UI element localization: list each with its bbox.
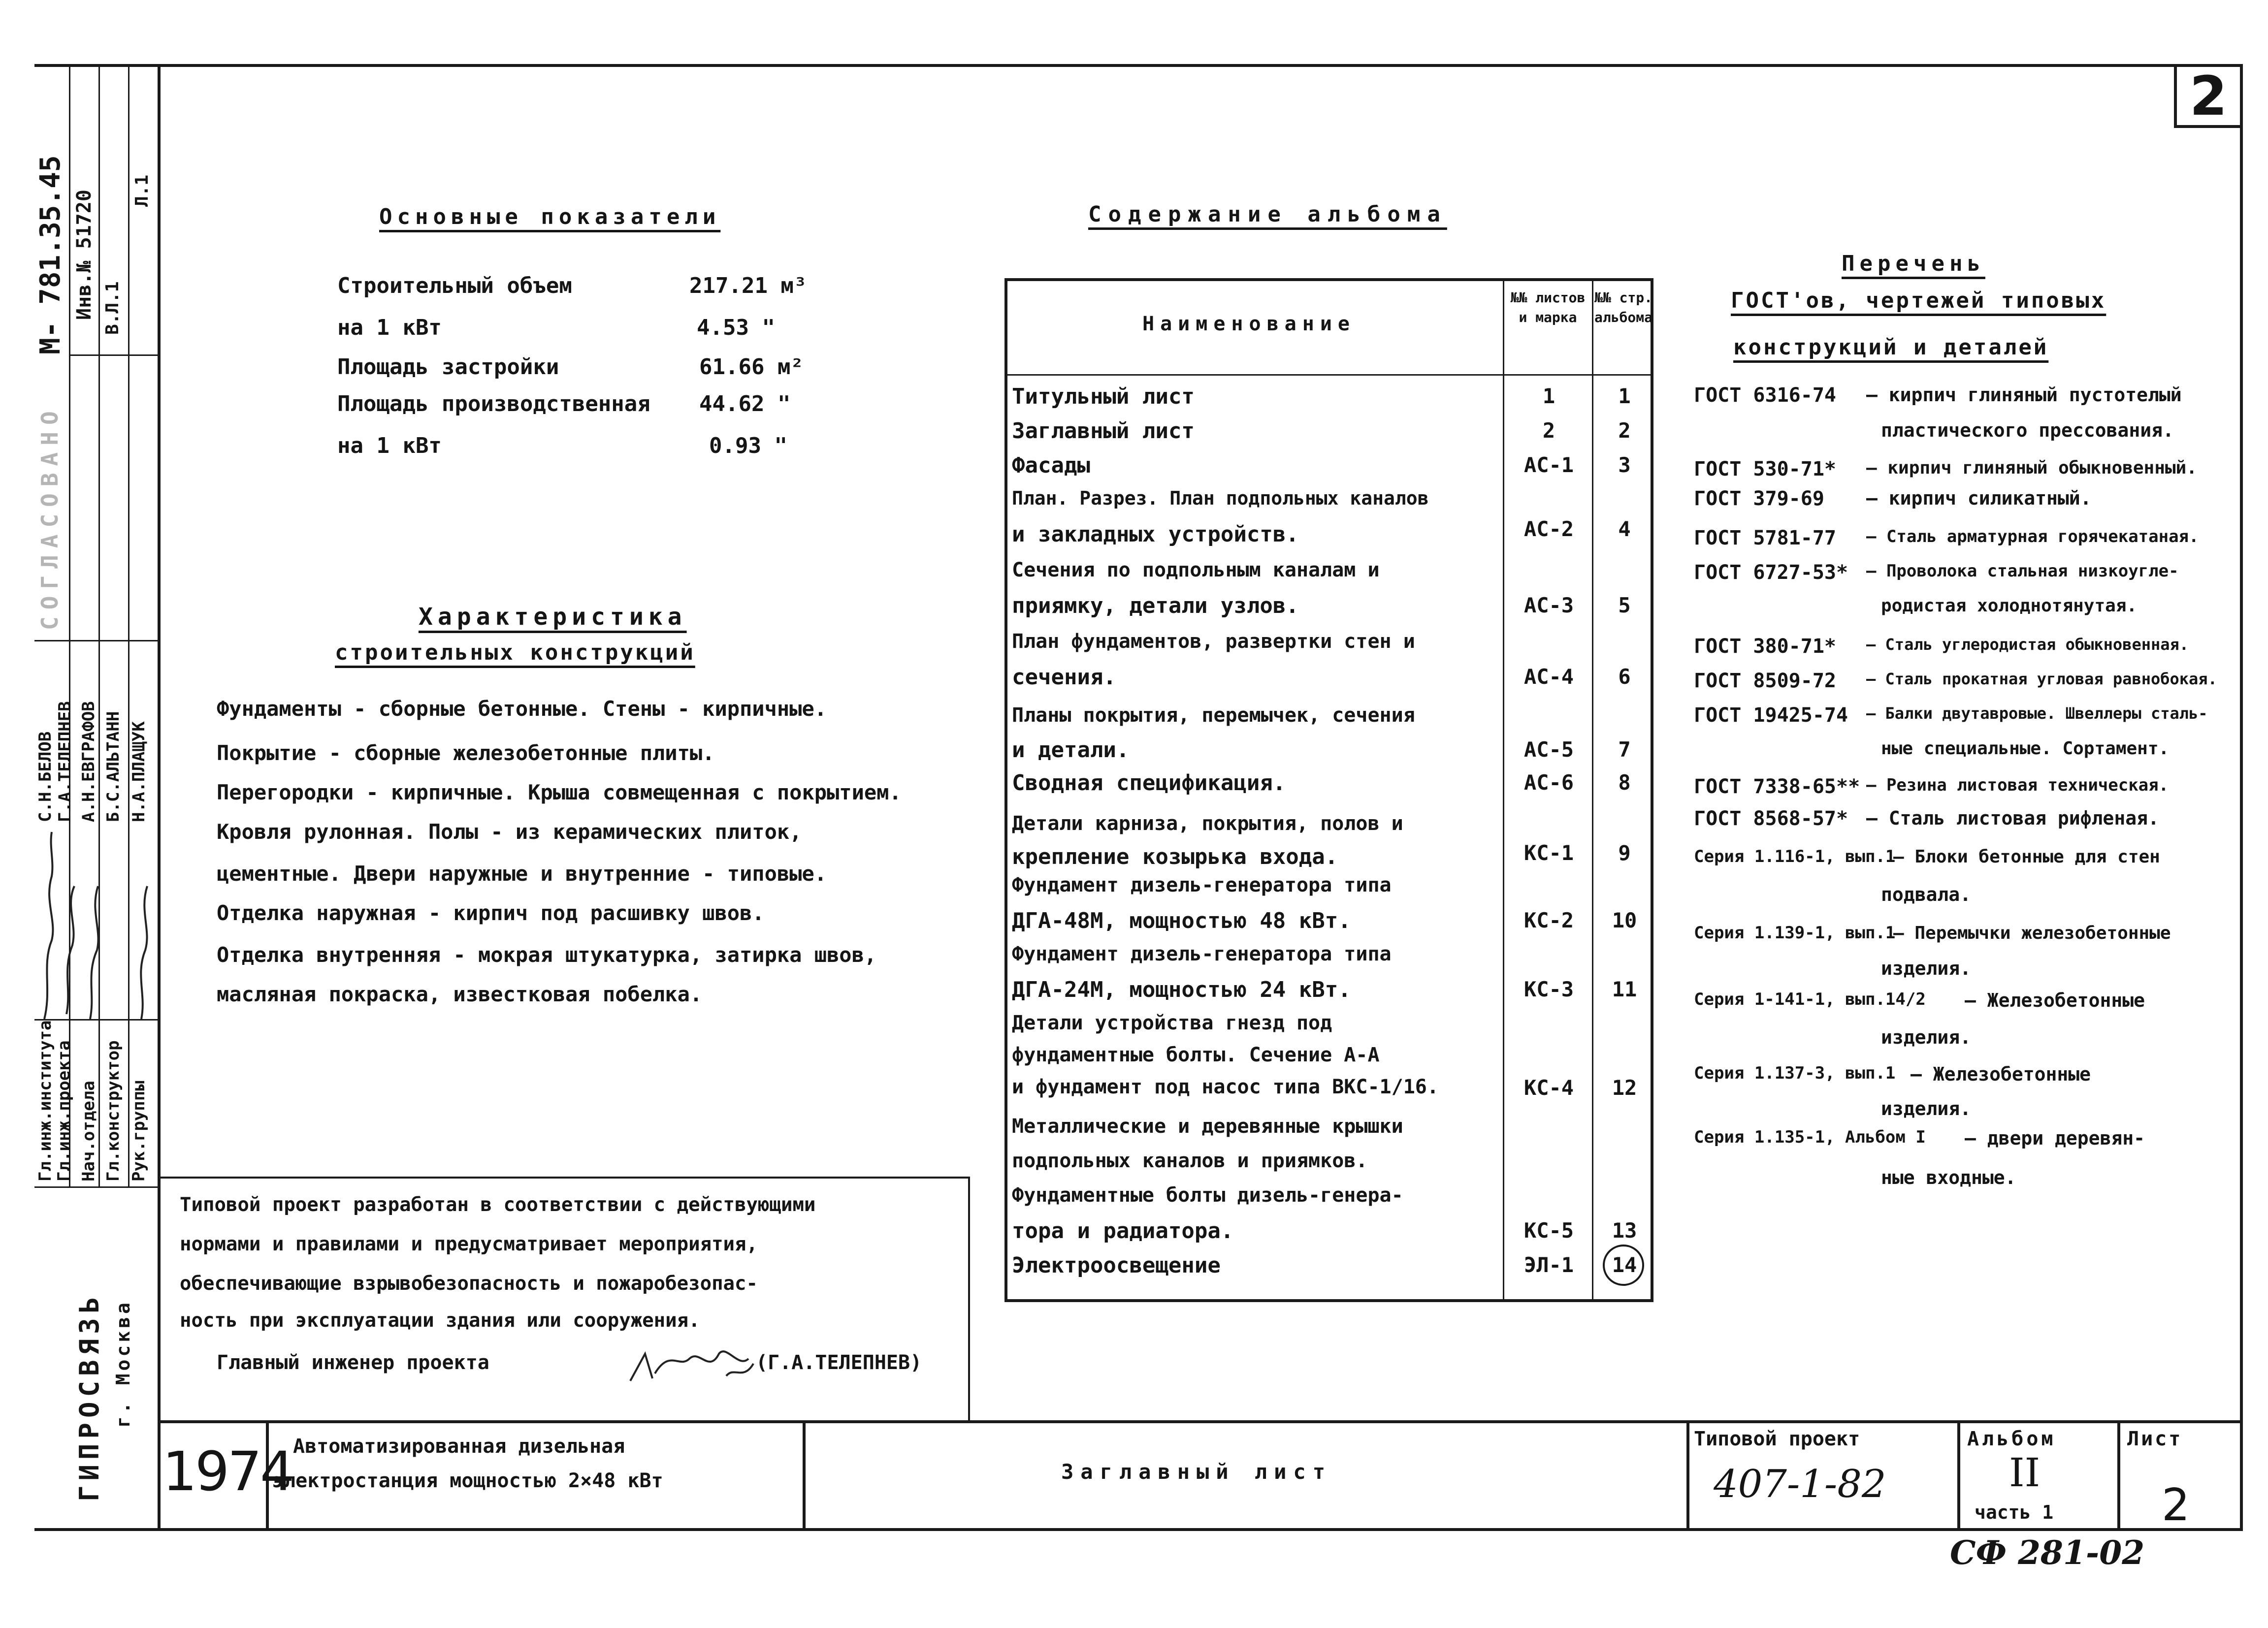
gost-desc: изделия. [1881, 1026, 1972, 1048]
gost-code: ГОСТ 6316-74 [1694, 384, 1836, 407]
contents-row-page: 12 [1612, 1076, 1637, 1100]
frame-top [34, 64, 2243, 67]
gost-code: Серия 1-141-1, вып.14/2 [1694, 990, 1926, 1009]
contents-row-mark: АС-6 [1523, 770, 1574, 795]
stamp-org: ГИПРОСВЯЗЬ [74, 1292, 105, 1501]
contents-row-name: крепление козырька входа. [1012, 844, 1338, 869]
contents-row-page: 14 [1612, 1253, 1637, 1277]
contents-row-mark: АС-1 [1523, 453, 1574, 477]
gost-desc: подвала. [1881, 884, 1972, 905]
titleblock-div-2 [803, 1420, 806, 1531]
titleblock-div-3 [1686, 1420, 1689, 1531]
indicator-value: 44.62 " [699, 391, 791, 416]
indicator-label: на 1 кВт [337, 315, 442, 340]
contents-row-name: Сводная спецификация. [1012, 770, 1286, 796]
stamp-row-line-1 [69, 354, 158, 356]
contents-header-mark: №№ листов и марка [1510, 289, 1586, 325]
stamp-code: М- 781.35.45 [34, 155, 66, 354]
contents-row-name: и детали. [1012, 737, 1130, 763]
contents-row-name: Планы покрытия, перемычек, сечения [1012, 704, 1415, 727]
page-circle-mark [1603, 1245, 1644, 1286]
titleblock-div-5 [2117, 1420, 2120, 1531]
chief-engineer-label: Главный инженер проекта [217, 1351, 489, 1374]
contents-row-mark: КС-4 [1523, 1076, 1574, 1100]
gost-code: Серия 1.139-1, вып.1 [1694, 923, 1896, 943]
contents-row-name: План фундаментов, развертки стен и [1012, 630, 1415, 653]
titleblock-div-4 [1957, 1420, 1960, 1531]
contents-title: Содержание альбома [1088, 202, 1447, 227]
titleblock-sheet-label: Лист [2127, 1428, 2183, 1450]
gost-desc: – Резина листовая техническая. [1866, 775, 2169, 795]
gost-desc: ные специальные. Сортамент. [1881, 738, 2170, 759]
titleblock-year: 1974 [162, 1440, 292, 1503]
stamp-role-3: Нач.отдела [79, 1081, 98, 1181]
gost-code: ГОСТ 7338-65** [1694, 775, 1860, 798]
contents-row-name: приямку, детали узлов. [1012, 593, 1299, 618]
note-line: обеспечивающие взрывобезопасность и пожаробезопас- [180, 1273, 758, 1295]
gost-title-1: Перечень [1842, 251, 1985, 276]
contents-row-name: Электроосвещение [1012, 1253, 1221, 1278]
titleblock-sheet-name: Заглавный лист [1061, 1460, 1332, 1484]
contents-row-mark: КС-2 [1523, 908, 1574, 932]
titleblock-project-name: Автоматизированная дизельная [293, 1435, 625, 1458]
gost-desc: – Железобетонные [1965, 990, 2145, 1011]
gost-desc: изделия. [1881, 1098, 1972, 1119]
contents-row-mark: 1 [1542, 384, 1555, 408]
titleblock-top [158, 1420, 2243, 1423]
stamp-approved-faded: СОГЛАСОВАНО [36, 404, 63, 630]
contents-row-mark: КС-3 [1523, 977, 1574, 1001]
characteristics-line: Отделка внутренняя - мокрая штукатурка, затирка швов, [217, 943, 877, 967]
gost-desc: – двери деревян- [1965, 1127, 2145, 1149]
gost-desc: пластического прессования. [1881, 419, 2174, 441]
titleblock-album-label: Альбом [1967, 1428, 2056, 1450]
gost-desc: – Блоки бетонные для стен [1893, 847, 2160, 867]
contents-row-name: тора и радиатора. [1012, 1218, 1234, 1244]
contents-row-mark: АС-5 [1523, 737, 1574, 762]
gost-code: ГОСТ 380-71* [1694, 635, 1836, 658]
indicators-title: Основные показатели [379, 204, 721, 229]
contents-header-name: Наименование [1142, 313, 1356, 335]
gost-desc: – Сталь листовая рифленая. [1866, 807, 2159, 829]
gost-code: ГОСТ 530-71* [1694, 458, 1836, 480]
stamp-role-2: Гл.инж.проекта [54, 1040, 74, 1181]
stamp-row-line-4 [34, 1186, 158, 1188]
contents-col-line-2 [1592, 278, 1593, 1302]
note-line: нормами и правилами и предусматривает мероприятия, [180, 1233, 758, 1255]
indicator-value: 61.66 м² [699, 354, 804, 380]
contents-row-name: Фасады [1012, 453, 1090, 478]
sheet-badge [2174, 64, 2243, 128]
gost-title-2: ГОСТ'ов, чертежей типовых [1731, 288, 2106, 313]
stamp-name-5: Н.А.ПЛАЩУК [129, 721, 149, 822]
contents-row-page: 11 [1612, 977, 1637, 1001]
stamp-role-5: Рук.группы [129, 1081, 149, 1181]
characteristics-line: Фундаменты - сборные бетонные. Стены - кирпичные. [217, 697, 827, 721]
contents-row-name: Детали устройства гнезд под [1012, 1012, 1332, 1034]
note-line: ность при эксплуатации здания или сооружения. [180, 1309, 700, 1332]
indicator-label: Площадь производственная [337, 391, 650, 416]
gost-code: Серия 1.135-1, Альбом I [1694, 1127, 1926, 1147]
gost-desc: – Перемычки железобетонные [1893, 923, 2171, 943]
stamp-name-1: С.Н.БЕЛОВ [35, 731, 55, 822]
stamp-inv: Инв.№ 51720 [73, 190, 96, 320]
characteristics-line: масляная покраска, известковая побелка. [217, 982, 703, 1006]
contents-row-name: сечения. [1012, 665, 1116, 690]
contents-row-name: Фундамент дизель-генератора типа [1012, 943, 1392, 965]
contents-row-name: фундаментные болты. Сечение А-А [1012, 1044, 1380, 1066]
indicator-label: на 1 кВт [337, 433, 442, 458]
titleblock-part-label: часть 1 [1975, 1501, 2054, 1523]
contents-row-page: 3 [1618, 453, 1631, 477]
gost-code: ГОСТ 8509-72 [1694, 670, 1836, 692]
note-line: Типовой проект разработан в соответствии с действующими [180, 1194, 816, 1216]
indicator-value: 217.21 м³ [689, 273, 807, 298]
titleblock-album-value: II [2009, 1450, 2041, 1496]
contents-row-name: Заглавный лист [1012, 418, 1195, 444]
stamp-city: г. Москва [112, 1300, 134, 1428]
frame-right [2240, 64, 2243, 1531]
contents-header-page: №№ стр. альбома [1594, 289, 1653, 325]
stamp-name-4: Б.С.АЛЬТАНН [103, 711, 123, 822]
frame-bottom [34, 1528, 2243, 1531]
indicator-label: Площадь застройки [337, 354, 559, 380]
gost-desc: – Балки двутавровые. Швеллеры сталь- [1866, 704, 2208, 723]
contents-row-name: Фундамент дизель-генератора типа [1012, 874, 1392, 896]
contents-row-mark: 2 [1542, 418, 1555, 443]
contents-row-name: подпольных каналов и приямков. [1012, 1149, 1368, 1172]
gost-desc: – Сталь арматурная горячекатаная. [1866, 527, 2199, 546]
stamp-ver1: В.Л.1 [102, 281, 123, 335]
contents-row-name: Детали карниза, покрытия, полов и [1012, 812, 1403, 835]
contents-col-line-1 [1503, 278, 1504, 1302]
stamp-ver2: Л.1 [132, 174, 152, 207]
contents-row-page: 9 [1618, 841, 1631, 865]
contents-row-name: Сечения по подпольным каналам и [1012, 559, 1380, 581]
contents-row-mark: АС-4 [1523, 665, 1574, 689]
contents-row-name: План. Разрез. План подпольных каналов [1012, 487, 1429, 509]
gost-title-3: конструкций и деталей [1733, 335, 2049, 360]
gost-desc: – кирпич глиняный пустотелый [1866, 384, 2182, 406]
indicator-label: Строительный объем [337, 273, 572, 298]
chief-signature [625, 1339, 773, 1388]
contents-row-page: 6 [1618, 665, 1631, 689]
gost-code: ГОСТ 5781-77 [1694, 527, 1836, 549]
gost-desc: – кирпич глиняный обыкновенный. [1866, 458, 2197, 478]
contents-row-page: 8 [1618, 770, 1631, 795]
characteristics-line: Покрытие - сборные железобетонные плиты. [217, 741, 715, 765]
stamp-signatures [37, 827, 155, 1024]
titleblock-type-label: Типовой проект [1694, 1428, 1860, 1450]
characteristics-title-1: Характеристика [419, 603, 687, 631]
titleblock-sheet-value: 2 [2162, 1479, 2190, 1531]
stamp-row-line-2 [34, 640, 158, 641]
titleblock-type-number: 407-1-82 [1714, 1462, 1886, 1506]
gost-code: Серия 1.116-1, вып.1 [1694, 847, 1896, 866]
contents-row-mark: КС-1 [1523, 841, 1574, 865]
contents-row-mark: АС-3 [1523, 593, 1574, 617]
contents-row-name: и закладных устройств. [1012, 522, 1299, 547]
gost-desc: – Проволока стальная низкоугле- [1866, 561, 2179, 581]
indicator-value: 4.53 " [697, 315, 775, 340]
contents-row-name: Фундаментные болты дизель-генера- [1012, 1184, 1403, 1207]
titleblock-project-name: электростанция мощностью 2×48 кВт [272, 1469, 663, 1492]
stamp-role-1: Гл.инж.института [35, 1020, 55, 1181]
stamp-name-2: Г.А.ТЕЛЕПНЕВ [55, 701, 75, 822]
gost-desc: – кирпич силикатный. [1866, 487, 2092, 509]
contents-row-page: 2 [1618, 418, 1631, 443]
stamp-name-3: А.Н.ЕВГРАФОВ [79, 701, 98, 822]
chief-engineer-name: (Г.А.ТЕЛЕПНЕВ) [756, 1351, 922, 1374]
sheet-badge-number: 2 [2189, 64, 2228, 128]
contents-row-name: Титульный лист [1012, 384, 1195, 409]
contents-row-name: Металлические и деревянные крышки [1012, 1115, 1403, 1138]
contents-row-name: ДГА-48М, мощностью 48 кВт. [1012, 908, 1351, 933]
contents-row-mark: КС-5 [1523, 1218, 1574, 1243]
stamp-role-4: Гл.конструктор [103, 1040, 123, 1181]
contents-row-page: 10 [1612, 908, 1637, 932]
gost-desc: изделия. [1881, 958, 1972, 979]
contents-row-page: 5 [1618, 593, 1631, 617]
indicator-value: 0.93 " [709, 433, 787, 458]
contents-row-page: 13 [1612, 1218, 1637, 1243]
contents-header-line [1004, 374, 1653, 376]
characteristics-line: Перегородки - кирпичные. Крыша совмещенная с покрытием. [217, 780, 902, 804]
gost-desc: родистая холоднотянутая. [1881, 596, 2138, 616]
characteristics-line: Кровля рулонная. Полы - из керамических плиток, [217, 820, 802, 844]
characteristics-line: цементные. Двери наружные и внутренние - типовые. [217, 862, 827, 886]
gost-code: ГОСТ 19425-74 [1694, 704, 1848, 727]
gost-desc: – Железобетонные [1911, 1063, 2091, 1085]
gost-code: ГОСТ 6727-53* [1694, 561, 1848, 584]
characteristics-title-2: строительных конструкций [335, 640, 695, 665]
gost-desc: – Сталь углеродистая обыкновенная. [1866, 635, 2189, 654]
gost-desc: ные входные. [1881, 1167, 2016, 1188]
characteristics-line: Отделка наружная - кирпич под расшивку швов. [217, 901, 765, 925]
gost-code: Серия 1.137-3, вып.1 [1694, 1063, 1896, 1083]
contents-row-page: 7 [1618, 737, 1631, 762]
gost-code: ГОСТ 8568-57* [1694, 807, 1848, 830]
contents-row-name: ДГА-24М, мощностью 24 кВт. [1012, 977, 1351, 1002]
contents-row-mark: ЭЛ-1 [1523, 1253, 1574, 1277]
gost-code: ГОСТ 379-69 [1694, 487, 1824, 510]
contents-row-page: 1 [1618, 384, 1631, 408]
gost-desc: – Сталь прокатная угловая равнобокая. [1866, 670, 2217, 688]
contents-row-mark: АС-2 [1523, 517, 1574, 541]
footer-code: СФ 281-02 [1950, 1533, 2145, 1572]
contents-row-page: 4 [1618, 517, 1631, 541]
contents-row-name: и фундамент под насос типа ВКС-1/16. [1012, 1076, 1439, 1098]
